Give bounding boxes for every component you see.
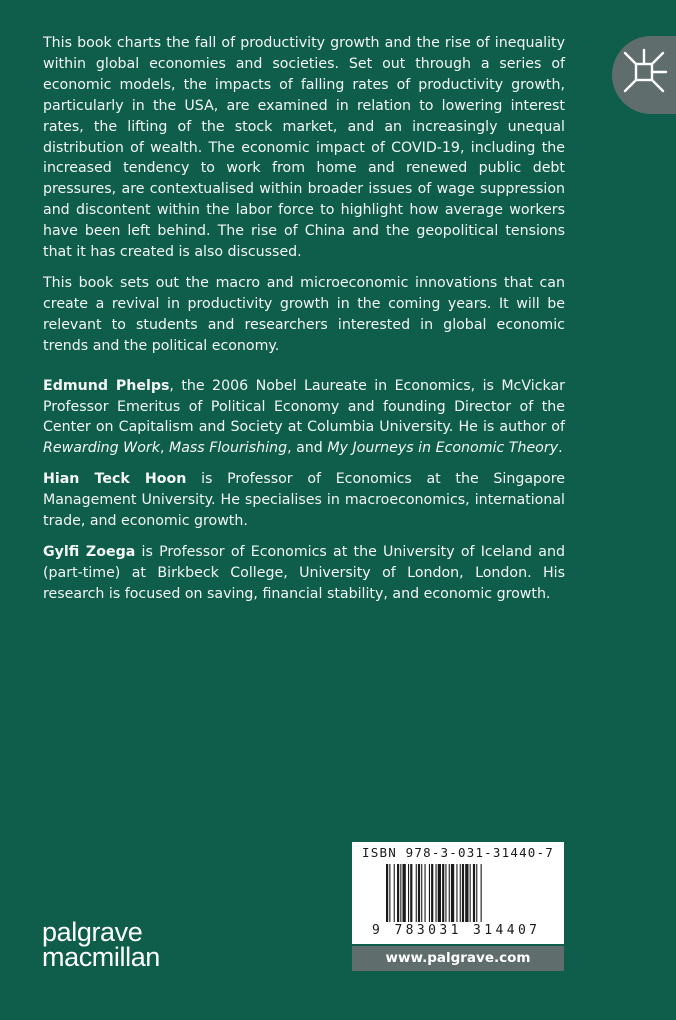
barcode-bar (460, 864, 461, 922)
barcode-bar (436, 864, 437, 922)
barcode-bar (410, 864, 412, 922)
back-cover-text (43, 33, 565, 615)
barcode-bar (470, 864, 471, 922)
isbn-barcode-box (352, 842, 564, 944)
barcode-bar (431, 864, 433, 922)
author-bio-hoon: Hian Teck Hoon is Professor of Economics at the Singapore Management University. He specialises in macroeconomics, international trade, and economic growth. (43, 471, 565, 530)
description-paragraph-2: This book sets out the macro and microeconomic innovations that can create a revival in productivity growth in the coming years. It will be relevant to students and researchers interested in global economic trends and the political economy. (43, 274, 565, 354)
author-name: Edmund Phelps (43, 377, 170, 394)
publisher-logo (42, 917, 160, 972)
author-name: Hian Teck Hoon (43, 471, 187, 488)
barcode-bar (456, 864, 457, 922)
author-bio-zoega: Gylfi Zoega is Professor of Economics at the University of Iceland and (part-time) at Birkbeck College, University of London, London. His research is focused on saving, financial stability, and economic growth. (43, 543, 565, 602)
isbn-label: ISBN 978-3-031-31440-7 (362, 845, 554, 860)
publisher-logo-line1: palgrave (42, 917, 143, 947)
barcode-bar (418, 864, 420, 922)
barcode-bar (408, 864, 409, 922)
book-title: My Journeys in Economic Theory (327, 440, 559, 457)
barcode-bar (403, 864, 406, 922)
barcode-bar (400, 864, 401, 922)
barcode-bar (425, 864, 426, 922)
barcode-bar (389, 864, 390, 922)
barcode-bar (442, 864, 444, 922)
publisher-logo-line2: macmillan (42, 942, 160, 972)
publisher-url: www.palgrave.com (352, 946, 564, 971)
barcode-bar (429, 864, 430, 922)
barcode-digits: 9 783031 314407 (372, 923, 541, 938)
barcode-bar (394, 864, 395, 922)
barcode-bar (416, 864, 417, 922)
barcode-bar (386, 864, 388, 922)
author-name: Gylfi Zoega (43, 543, 136, 560)
book-title: Rewarding Work (43, 440, 160, 457)
barcode-bar (465, 864, 468, 922)
book-title: Mass Flourishing (168, 440, 288, 457)
barcode-bar (397, 864, 399, 922)
barcode-bar (476, 864, 477, 922)
barcode-bar (481, 864, 482, 922)
springer-horse-icon (621, 44, 673, 104)
series-logo-tab (612, 36, 676, 114)
barcode-bar (473, 864, 475, 922)
barcode-bar (451, 864, 454, 922)
barcode-bar (449, 864, 450, 922)
barcode-bar (462, 864, 464, 922)
barcode-bar (445, 864, 446, 922)
barcode-bar (438, 864, 441, 922)
barcode-bar (421, 864, 422, 922)
barcode-icon (386, 864, 546, 922)
description-paragraph-1: This book charts the fall of productivity growth and the rise of inequality within global economies and societies. Set out through a series of economic models, the impacts of falling rates of productivity growth, particularly in the USA, are examined in relation to lowering interest rates, the lifting of the stock market, and an increasingly unequal distribution of wealth. The economic impact of COVID-19, including the increased tendency to work from home and renewed public debt pressures, are contextualised within broader issues of wage suppression and discontent within the labor force to highlight how average workers have been left behind. The rise of China and the geopolitical tensions that it has created is also discussed. (43, 35, 565, 261)
author-bio-phelps: Edmund Phelps, the 2006 Nobel Laureate in Economics, is McVickar Professor Emeritus of Political Economy and founding Director of the Center on Capitalism and Society at Columbia University. He is author of Rewarding Work, Mass Flourishing, and My Journeys in Economic Theory. (43, 377, 565, 457)
